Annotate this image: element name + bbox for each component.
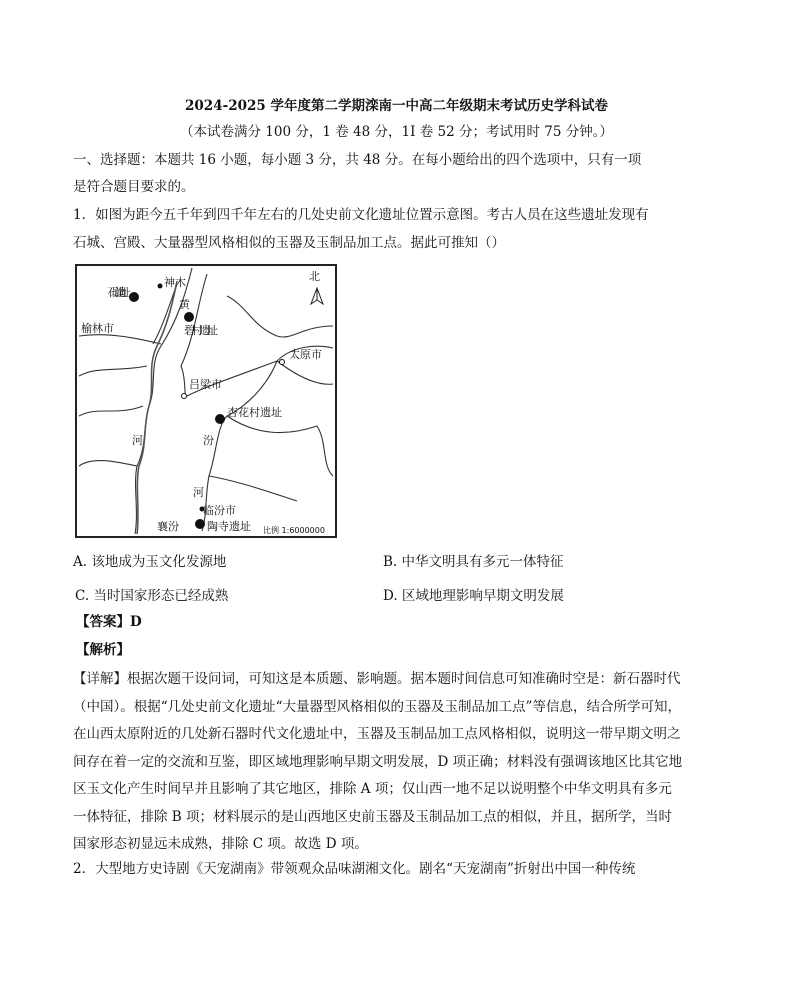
map-label-xiangfen: 襄汾 bbox=[157, 520, 179, 533]
site-dot-bicun bbox=[184, 312, 194, 322]
map-label-yulin: 榆林市 bbox=[81, 322, 114, 335]
map-label-xinghuacun: 杏花村遗址 bbox=[227, 406, 282, 419]
map-drawing bbox=[77, 266, 335, 536]
map-label-linfen: 临汾市 bbox=[203, 504, 236, 517]
option-d[interactable]: D. 区域地理影响早期文明发展 bbox=[383, 588, 564, 604]
map-label-shimao: 石峁遗址 bbox=[107, 286, 131, 299]
north-arrow-icon bbox=[311, 288, 323, 304]
map-label-fen: 汾 bbox=[203, 434, 214, 447]
detail-explanation: 【详解】根据次题干设问词，可知这是本质题、影响题。据本题时间信息可知准确时空是：新石器时代（中国）。根据“几处史前文化遗址“大量器型风格相似的玉器及玉制品加工点”等信息，结合所学可知，在山西太原附近的几处新石器时代文化遗址中，玉器及玉制品加工点风格相似，说明这一带早期文明之间存在着一定的交流和互鉴，即区域地理影响早期文明发展，D 项正确；材料没有强调该地区比其它地区玉文化产生时间早并且影响了其它地区，排除 A 项；仅山西一地不足以说明整个中华文明具有多元一体特征，排除 B 项；材料展示的是山西地区史前玉器及玉制品加工点的相似，并且，据所学，当时国家形态初显远未成熟，排除 C 项。故选 D 项。 bbox=[73, 671, 683, 852]
option-c[interactable]: C. 当时国家形态已经成熟 bbox=[75, 588, 229, 604]
site-dot-taosi bbox=[195, 519, 205, 529]
map-label-taiyuan: 太原市 bbox=[289, 348, 322, 361]
exam-subtitle: （本试卷满分 100 分，1 卷 48 分，1I 卷 52 分；考试用时 75 分钟。） bbox=[180, 124, 613, 140]
archaeology-site-map bbox=[75, 264, 337, 538]
map-label-shenmu: 神木 bbox=[164, 276, 186, 289]
city-dot-taiyuan bbox=[280, 360, 285, 365]
section-instructions-line1: 一、选择题：本题共 16 小题，每小题 3 分，共 48 分。在每小题给出的四个选项中，只有一项 bbox=[73, 152, 642, 168]
site-dot-xinghuacun bbox=[215, 414, 225, 424]
city-dot-lvliang bbox=[182, 394, 187, 399]
map-label-he2: 河 bbox=[193, 486, 204, 499]
option-b[interactable]: B. 中华文明具有多元一体特征 bbox=[383, 554, 564, 570]
map-label-north: 北 bbox=[309, 270, 320, 283]
question1-stem-line1: 1．如图为距今五千年到四千年左右的几处史前文化遗址位置示意图。考古人员在这些遗址发现有 bbox=[73, 207, 649, 223]
map-label-bicun: 碧村遗址 bbox=[184, 324, 218, 337]
map-label-he1: 河 bbox=[132, 434, 143, 447]
question2-stem-line1: 2．大型地方史诗剧《天宠湖南》带领观众品味湖湘文化。剧名“天宠湖南”折射出中国一种传统 bbox=[73, 861, 636, 877]
map-scale: 比例 1:6000000 bbox=[263, 526, 325, 535]
analysis-label: 【解析】 bbox=[76, 642, 130, 658]
map-label-huang: 黄 bbox=[179, 298, 190, 311]
map-label-lvliang: 吕梁市 bbox=[189, 378, 222, 391]
question1-stem-line2: 石城、宫殿、大量器型风格相似的玉器及玉制品加工点。据此可推知（） bbox=[73, 235, 505, 251]
section-instructions-line2: 是符合题目要求的。 bbox=[73, 179, 195, 195]
exam-title: 2024-2025 学年度第二学期滦南一中高二年级期末考试历史学科试卷 bbox=[185, 98, 608, 114]
city-dot-shenmu bbox=[158, 284, 163, 289]
option-a[interactable]: A. 该地成为玉文化发源地 bbox=[73, 554, 227, 570]
map-label-taosi: 陶寺遗址 bbox=[207, 520, 251, 533]
answer-label: 【答案】D bbox=[76, 614, 142, 630]
